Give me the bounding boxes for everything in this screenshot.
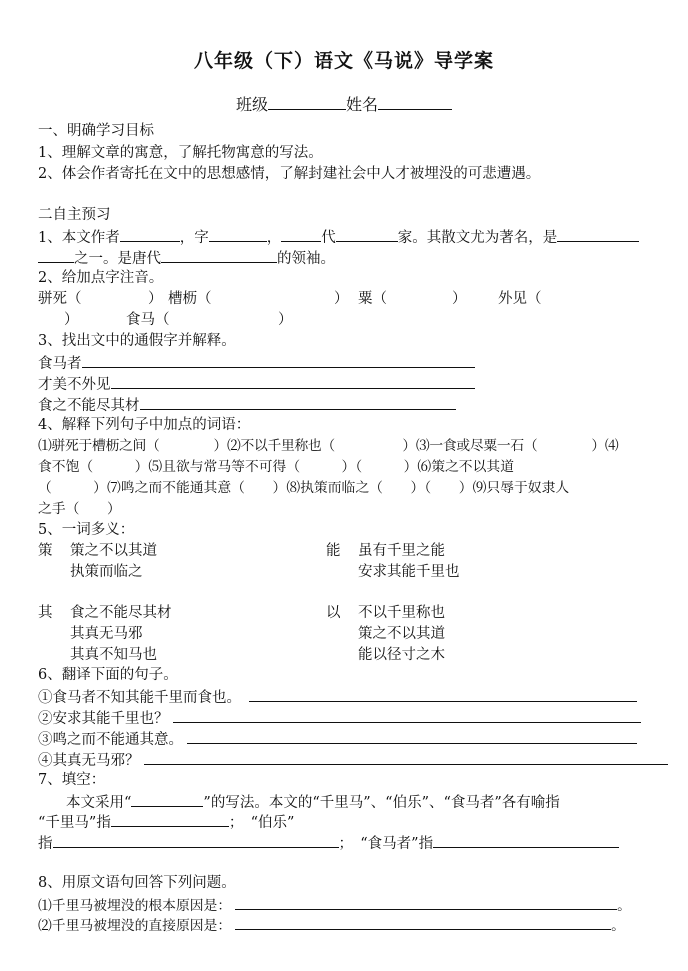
answer-2 bbox=[38, 914, 625, 936]
section2-heading: 二自主预习 bbox=[38, 207, 111, 223]
answer-1-period: 。 bbox=[617, 898, 631, 914]
section1-heading: 一、明确学习目标 bbox=[38, 123, 154, 139]
pinyin-4-close: ） bbox=[64, 312, 79, 328]
q7-heading: 7、填空： bbox=[38, 772, 106, 788]
q1-line1 bbox=[38, 226, 639, 248]
answer-1-blank[interactable] bbox=[235, 894, 617, 910]
tongjia-2-text: 才美不外见 bbox=[38, 377, 111, 393]
q5-heading: 5、一词多义： bbox=[38, 522, 135, 538]
tongjia-1-blank[interactable] bbox=[82, 352, 475, 368]
answer-2-period: 。 bbox=[611, 918, 625, 934]
q4-heading: 4、解释下列句子中加点的词语： bbox=[38, 417, 251, 433]
pinyin-4-label: 外见（ bbox=[498, 291, 542, 307]
word-neng: 能 bbox=[326, 543, 341, 559]
fill-line-2 bbox=[38, 811, 294, 833]
shimazhe-blank[interactable] bbox=[433, 832, 619, 848]
translate-2-blank[interactable] bbox=[173, 707, 641, 723]
yi-sentence-2: 策之不以其道 bbox=[358, 626, 445, 642]
q1-text-d: 代 bbox=[321, 230, 336, 246]
translate-2 bbox=[38, 707, 641, 729]
q3-heading: 3、找出文中的通假字并解释。 bbox=[38, 333, 236, 349]
tongjia-3-blank[interactable] bbox=[140, 394, 456, 410]
fill-3-text-b: ； “食马者”指 bbox=[338, 836, 434, 852]
translate-1-blank[interactable] bbox=[249, 686, 637, 702]
movement-blank[interactable] bbox=[161, 247, 277, 263]
qianlima-blank[interactable] bbox=[111, 811, 229, 827]
tongjia-3-text: 食之不能尽其材 bbox=[38, 398, 140, 414]
ce-sentence-2: 执策而临之 bbox=[70, 564, 143, 580]
pinyin-5-close: ） bbox=[278, 312, 293, 328]
courtesy-name-blank[interactable] bbox=[209, 226, 267, 242]
dynasty-blank[interactable] bbox=[281, 226, 321, 242]
class-blank[interactable] bbox=[268, 94, 346, 110]
word-yi: 以 bbox=[326, 605, 341, 621]
q1-text-b: ，字 bbox=[179, 230, 209, 246]
tongjia-1 bbox=[38, 352, 475, 374]
translate-2-text: ②安求其能千里也？ bbox=[38, 711, 169, 727]
q1-text-e: 家。其散文尤为著名，是 bbox=[397, 230, 558, 246]
name-label: 姓名 bbox=[346, 95, 379, 114]
name-blank[interactable] bbox=[378, 94, 452, 110]
fill-3-text-a: 指 bbox=[38, 836, 53, 852]
q4-line-3: （ ）⑺鸣之而不能通其意（ ）⑻执策而临之（ ）（ ）⑼只辱于奴隶人 bbox=[38, 480, 570, 496]
q4-line-4: 之手（ ） bbox=[38, 501, 121, 517]
neng-sentence-1: 虽有千里之能 bbox=[358, 543, 445, 559]
tongjia-2-blank[interactable] bbox=[111, 373, 475, 389]
goal-2: 2、体会作者寄托在文中的思想感情，了解封建社会中人才被埋没的可悲遭遇。 bbox=[38, 166, 541, 182]
fill-2-text-a: “千里马”指 bbox=[38, 815, 111, 831]
pinyin-1-close: ） bbox=[148, 291, 163, 307]
translate-3 bbox=[38, 728, 637, 750]
translate-3-blank[interactable] bbox=[187, 728, 637, 744]
writing-method-blank[interactable] bbox=[131, 791, 203, 807]
class-label: 班级 bbox=[235, 95, 268, 114]
fill-line-1 bbox=[66, 791, 560, 813]
word-ce: 策 bbox=[38, 543, 53, 559]
q1-text-a: 1、本文作者 bbox=[38, 230, 120, 246]
famous-blank[interactable] bbox=[557, 226, 639, 242]
tongjia-2 bbox=[38, 373, 475, 395]
tongjia-1-text: 食马者 bbox=[38, 356, 82, 372]
class-name-line bbox=[0, 92, 688, 115]
translate-3-text: ③鸣之而不能通其意。 bbox=[38, 732, 183, 748]
qi-sentence-1: 食之不能尽其材 bbox=[70, 605, 172, 621]
page-title: 八年级（下）语文《马说》导学案 bbox=[193, 50, 494, 72]
q4-line-2: 食不饱（ ）⑸且欲与常马等不可得（ ）（ ）⑹策之不以其道 bbox=[38, 459, 514, 475]
profession-blank[interactable] bbox=[336, 226, 398, 242]
pinyin-1-label: 骈死（ bbox=[38, 291, 82, 307]
goal-1: 1、理解文章的寓意，了解托物寓意的写法。 bbox=[38, 145, 323, 161]
pinyin-5-label: 食马（ bbox=[126, 312, 170, 328]
q4-line-1: ⑴骈死于槽枥之间（ ）⑵不以千里称也（ ）⑶一食或尽粟一石（ ）⑷ bbox=[38, 438, 619, 454]
fill-1-text-a: 本文采用“ bbox=[66, 795, 132, 811]
bole-blank[interactable] bbox=[53, 832, 339, 848]
qi-sentence-2: 其真无马邪 bbox=[70, 626, 143, 642]
q1-text-c: ， bbox=[266, 230, 282, 246]
answer-1 bbox=[38, 894, 631, 916]
translate-4-blank[interactable] bbox=[144, 749, 668, 765]
yi-sentence-1: 不以千里称也 bbox=[358, 605, 445, 621]
translate-4 bbox=[38, 749, 668, 771]
fill-line-3 bbox=[38, 832, 619, 854]
qi-sentence-3: 其真不知马也 bbox=[70, 647, 157, 663]
author-blank[interactable] bbox=[120, 226, 180, 242]
q6-heading: 6、翻译下面的句子。 bbox=[38, 667, 178, 683]
yi-sentence-3: 能以径寸之木 bbox=[358, 647, 445, 663]
group-blank[interactable] bbox=[38, 247, 74, 263]
q1-text-g: 的领袖。 bbox=[277, 251, 335, 267]
ce-sentence-1: 策之不以其道 bbox=[70, 543, 157, 559]
translate-1 bbox=[38, 686, 637, 708]
q1-line2 bbox=[38, 247, 335, 269]
answer-2-blank[interactable] bbox=[235, 914, 611, 930]
q2-heading: 2、给加点字注音。 bbox=[38, 270, 164, 286]
pinyin-2-label: 槽枥（ bbox=[168, 291, 212, 307]
pinyin-3-label: 粟（ bbox=[358, 291, 387, 307]
pinyin-3-close: ） bbox=[452, 291, 467, 307]
translate-4-text: ④其真无马邪？ bbox=[38, 753, 140, 769]
q1-text-f: 之一。是唐代 bbox=[74, 251, 161, 267]
pinyin-2-close: ） bbox=[334, 291, 349, 307]
q8-heading: 8、用原文语句回答下列问题。 bbox=[38, 875, 236, 891]
word-qi: 其 bbox=[38, 605, 53, 621]
tongjia-3 bbox=[38, 394, 456, 416]
fill-2-text-b: ； “伯乐” bbox=[228, 815, 295, 831]
answer-1-text: ⑴千里马被埋没的根本原因是： bbox=[38, 898, 232, 914]
translate-1-text: ①食马者不知其能千里而食也。 bbox=[38, 690, 241, 706]
fill-1-text-b: ”的写法。本文的“千里马”、“伯乐”、“食马者”各有喻指 bbox=[203, 795, 560, 811]
neng-sentence-2: 安求其能千里也 bbox=[358, 564, 460, 580]
answer-2-text: ⑵千里马被埋没的直接原因是： bbox=[38, 918, 232, 934]
